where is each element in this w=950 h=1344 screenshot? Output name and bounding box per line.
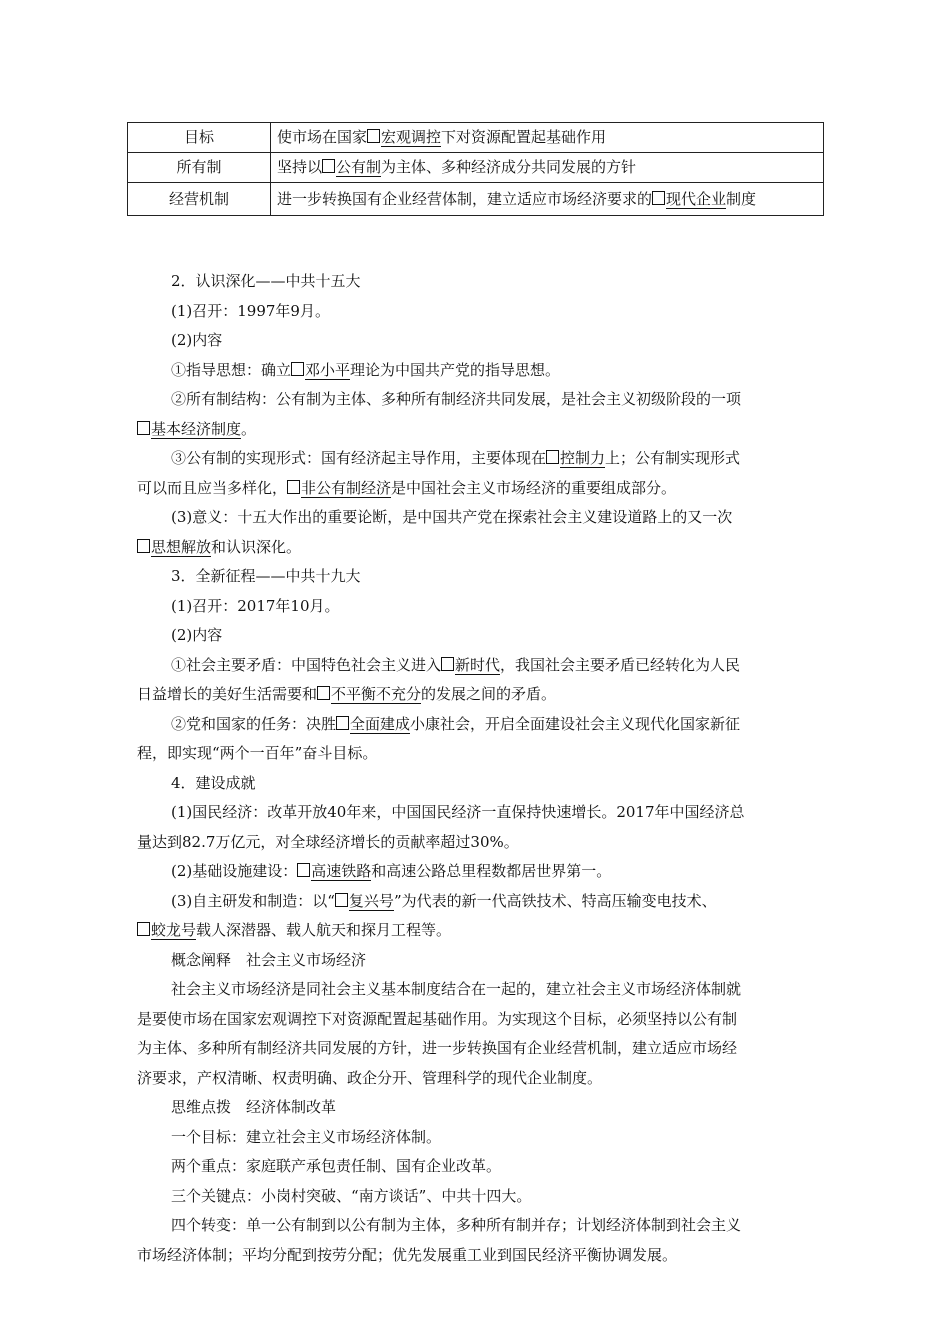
- section-heading: 3．全新征程——中共十九大: [171, 567, 361, 585]
- fill-blank: 新时代: [455, 655, 501, 674]
- paragraph: 四个转变：单一公有制到以公有制为主体，多种所有制并存；计划经济体制到社会主义: [171, 1216, 742, 1234]
- row-label: 所有制: [128, 153, 271, 183]
- blank-box-icon: [317, 686, 330, 700]
- blank-box-icon: [441, 657, 454, 671]
- paragraph: ①指导思想：确立 邓小平理论为中国共产党的指导思想。: [171, 360, 561, 379]
- blank-box-icon: [137, 922, 150, 936]
- paragraph: (1)召开：1997年9月。: [171, 301, 330, 320]
- paragraph: 是要使市场在国家宏观调控下对资源配置起基础作用。为实现这个目标，必须坚持以公有制: [137, 1009, 738, 1028]
- section-heading: 思维点拨 经济体制改革: [171, 1098, 337, 1116]
- paragraph: 济要求，产权清晰、权责明确、政企分开、管理科学的现代企业制度。: [137, 1068, 603, 1087]
- section-heading: 2．认识深化——中共十五大: [171, 272, 361, 290]
- blank-box-icon: [652, 191, 665, 205]
- paragraph: (2)基础设施建设： 高速铁路和高速公路总里程数都居世界第一。: [171, 862, 612, 880]
- blank-box-icon: [336, 716, 349, 730]
- table-row: [128, 153, 824, 183]
- paragraph: ②所有制结构：公有制为主体、多种所有制经济共同发展，是社会主义初级阶段的一项: [171, 390, 742, 408]
- paragraph: 社会主义市场经济是同社会主义基本制度结合在一起的，建立社会主义市场经济体制就: [171, 980, 742, 998]
- paragraph: (2)内容: [171, 331, 223, 349]
- section-heading: 4．建设成就: [171, 773, 256, 792]
- paragraph: (3)意义：十五大作出的重要论断，是中国共产党在探索社会主义建设道路上的又一次: [171, 508, 733, 526]
- section-heading: 概念阐释 社会主义市场经济: [171, 950, 367, 969]
- paragraph: ①社会主要矛盾：中国特色社会主义进入 新时代，我国社会主要矛盾已经转化为人民: [171, 655, 741, 674]
- blank-box-icon: [367, 129, 380, 143]
- blank-box-icon: [322, 159, 335, 173]
- fill-blank: 思想解放: [151, 537, 212, 556]
- fill-blank: 邓小平: [305, 360, 351, 379]
- fill-blank: 复兴号: [348, 891, 394, 910]
- paragraph: (2)内容: [171, 626, 223, 644]
- paragraph: 为主体、多种所有制经济共同发展的方针，进一步转换国有企业经营机制，建立适应市场经: [137, 1039, 738, 1057]
- paragraph: (1)召开：2017年10月。: [171, 596, 340, 615]
- blank-box-icon: [297, 863, 310, 877]
- paragraph: 日益增长的美好生活需要和 不平衡不充分的发展之间的矛盾。: [137, 685, 557, 703]
- fill-blank: 非公有制经济: [301, 478, 392, 497]
- row-value: 进一步转换国有企业经营体制，建立适应市场经济要求的 现代企业制度: [271, 183, 824, 216]
- fill-blank: 蛟龙号: [151, 921, 197, 939]
- fill-blank: 高速铁路: [311, 862, 372, 880]
- blank-box-icon: [137, 539, 150, 553]
- paragraph: 市场经济体制；平均分配到按劳分配；优先发展重工业到国民经济平衡协调发展。: [137, 1245, 678, 1264]
- row-label: 经营机制: [128, 183, 271, 216]
- paragraph: 基本经济制度。: [137, 415, 817, 445]
- paragraph: 思想解放和认识深化。: [137, 533, 817, 563]
- fill-blank: 公有制: [336, 158, 382, 176]
- paragraph: ③公有制的实现形式：国有经济起主导作用，主要体现在 控制力上；公有制实现形式: [171, 449, 741, 467]
- paragraph: (1)国民经济：改革开放40年来，中国国民经济一直保持快速增长。2017年中国经济总: [171, 803, 745, 821]
- row-value: 使市场在国家 宏观调控下对资源配置起基础作用: [271, 123, 824, 153]
- paragraph: 一个目标：建立社会主义市场经济体制。: [171, 1127, 442, 1146]
- paragraph: ②党和国家的任务：决胜 全面建成小康社会，开启全面建设社会主义现代化国家新征: [171, 714, 741, 733]
- table-row: [128, 123, 824, 153]
- paragraph: 量达到82.7万亿元，对全球经济增长的贡献率超过30%。: [137, 832, 519, 851]
- paragraph: 两个重点：家庭联产承包责任制、国有企业改革。: [171, 1157, 502, 1175]
- row-value: 坚持以 公有制为主体、多种经济成分共同发展的方针: [271, 153, 824, 183]
- blank-box-icon: [335, 893, 348, 907]
- fill-blank: 现代企业: [666, 189, 727, 208]
- row-label: 目标: [128, 123, 271, 153]
- blank-box-icon: [546, 450, 559, 464]
- paragraph: 三个关键点：小岗村突破、“南方谈话”、中共十四大。: [171, 1186, 532, 1205]
- blank-box-icon: [291, 362, 304, 376]
- body-text: [137, 267, 817, 1270]
- table-row: [128, 183, 824, 216]
- paragraph: 程，即实现“两个一百年”奋斗目标。: [137, 744, 378, 762]
- fill-blank: 控制力: [560, 449, 606, 467]
- summary-table: [127, 122, 824, 216]
- fill-blank: 基本经济制度: [151, 419, 242, 438]
- fill-blank: 宏观调控: [381, 128, 442, 146]
- paragraph: 蛟龙号载人深潜器、载人航天和探月工程等。: [137, 916, 817, 946]
- fill-blank: 不平衡不充分: [331, 685, 422, 703]
- paragraph: (3)自主研发和制造：以“ 复兴号”为代表的新一代高铁技术、特高压输变电技术、: [171, 891, 717, 910]
- blank-box-icon: [137, 421, 150, 435]
- blank-box-icon: [287, 480, 300, 494]
- paragraph: 可以而且应当多样化， 非公有制经济是中国社会主义市场经济的重要组成部分。: [137, 478, 677, 497]
- fill-blank: 全面建成: [350, 714, 411, 733]
